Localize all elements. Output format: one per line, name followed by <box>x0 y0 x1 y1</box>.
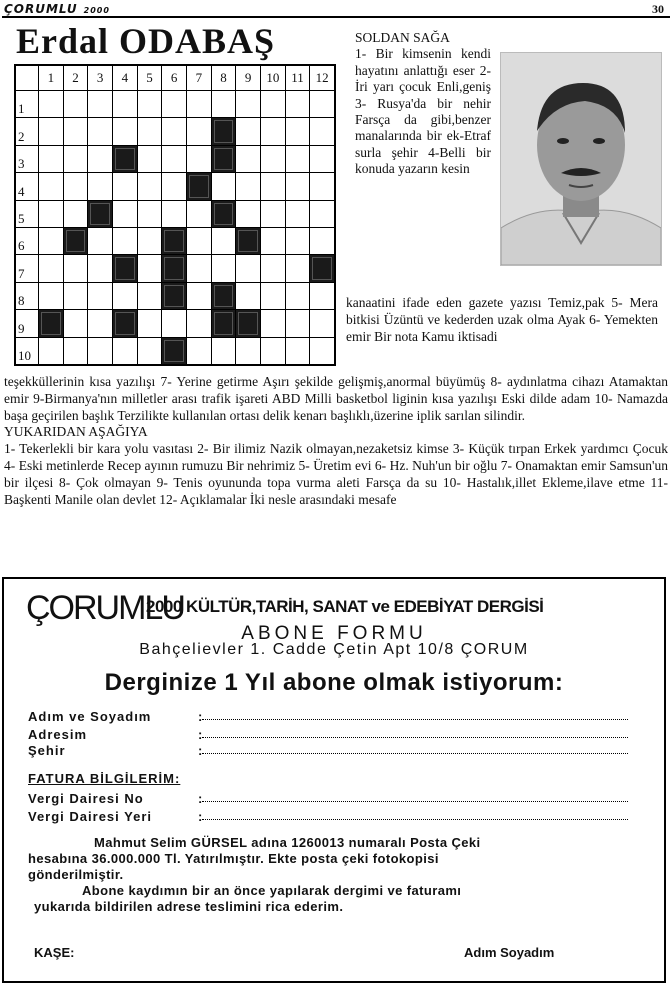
crossword-letter-cell[interactable] <box>212 255 236 281</box>
crossword-letter-cell[interactable] <box>39 118 63 144</box>
across-clues-column <box>355 30 491 178</box>
tax-office-no-field[interactable] <box>28 791 628 806</box>
form-brand: ÇORUMLU <box>26 589 184 627</box>
crossword-black-cell <box>162 283 186 309</box>
row-number: 10 <box>16 338 38 364</box>
crossword-letter-cell[interactable] <box>212 338 236 364</box>
clues-full-width <box>4 374 668 508</box>
crossword-letter-cell[interactable] <box>39 228 63 254</box>
crossword-black-cell <box>113 146 137 172</box>
crossword-letter-cell[interactable] <box>310 118 334 144</box>
form-title: ABONE FORMU <box>241 623 427 644</box>
crossword-letter-cell[interactable] <box>310 283 334 309</box>
crossword-letter-cell[interactable] <box>113 338 137 364</box>
crossword-letter-cell[interactable] <box>236 255 260 281</box>
crossword-letter-cell[interactable] <box>138 91 162 117</box>
crossword-letter-cell[interactable] <box>286 255 310 281</box>
crossword-letter-cell[interactable] <box>64 283 88 309</box>
request-line-1: Abone kaydımın bir an önce yapılarak dergimi ve faturamı <box>82 883 462 898</box>
crossword-letter-cell[interactable] <box>310 310 334 336</box>
crossword-letter-cell[interactable] <box>138 201 162 227</box>
crossword-letter-cell[interactable] <box>138 255 162 281</box>
crossword-letter-cell[interactable] <box>162 201 186 227</box>
crossword-grid <box>14 64 336 366</box>
crossword-letter-cell[interactable] <box>88 283 112 309</box>
address-field-colon: : <box>198 727 203 742</box>
payment-line-2: hesabına 36.000.000 Tl. Yatırılmıştır. Ekte posta çeki fotokopisi <box>28 851 439 866</box>
across-heading: SOLDAN SAĞA <box>355 30 450 45</box>
payment-line-1: Mahmut Selim GÜRSEL adına 1260013 numaralı Posta Çeki <box>94 835 481 850</box>
crossword-letter-cell[interactable] <box>113 201 137 227</box>
crossword-black-cell <box>212 201 236 227</box>
crossword-letter-cell[interactable] <box>236 283 260 309</box>
row-number: 1 <box>16 91 38 117</box>
crossword-letter-cell[interactable] <box>64 310 88 336</box>
crossword-letter-cell[interactable] <box>39 201 63 227</box>
row-number: 6 <box>16 228 38 254</box>
crossword-letter-cell[interactable] <box>162 173 186 199</box>
column-number: 3 <box>88 66 112 90</box>
crossword-letter-cell[interactable] <box>162 310 186 336</box>
tax-office-place-label: Vergi Dairesi Yeri <box>28 809 152 824</box>
form-headline: Derginize 1 Yıl abone olmak istiyorum: <box>104 669 564 696</box>
crossword-letter-cell[interactable] <box>88 338 112 364</box>
crossword-letter-cell[interactable] <box>138 338 162 364</box>
address-field[interactable] <box>28 727 628 742</box>
crossword-letter-cell[interactable] <box>162 91 186 117</box>
page-number: 30 <box>652 2 664 16</box>
row-number: 3 <box>16 146 38 172</box>
grid-corner <box>16 66 38 90</box>
crossword-letter-cell[interactable] <box>310 91 334 117</box>
column-number: 7 <box>187 66 211 90</box>
crossword-letter-cell[interactable] <box>236 338 260 364</box>
column-number: 11 <box>286 66 310 90</box>
column-number: 1 <box>39 66 63 90</box>
form-subtitle: 2000 KÜLTÜR,TARİH, SANAT ve EDEBİYAT DERGİSİ <box>146 597 544 616</box>
tax-office-no-line[interactable] <box>202 791 628 802</box>
crossword-letter-cell[interactable] <box>64 255 88 281</box>
crossword-letter-cell[interactable] <box>261 146 285 172</box>
tax-office-place-field[interactable] <box>28 809 628 824</box>
crossword-letter-cell[interactable] <box>236 201 260 227</box>
crossword-letter-cell[interactable] <box>138 310 162 336</box>
crossword-black-cell <box>212 310 236 336</box>
crossword-black-cell <box>236 228 260 254</box>
stamp-label: KAŞE: <box>34 945 75 960</box>
crossword-letter-cell[interactable] <box>113 173 137 199</box>
row-number: 4 <box>16 173 38 199</box>
crossword-letter-cell[interactable] <box>113 118 137 144</box>
crossword-letter-cell[interactable] <box>64 118 88 144</box>
crossword-black-cell <box>39 310 63 336</box>
city-field-line[interactable] <box>202 743 628 754</box>
column-number: 2 <box>64 66 88 90</box>
crossword-letter-cell[interactable] <box>187 310 211 336</box>
crossword-letter-cell[interactable] <box>64 338 88 364</box>
crossword-letter-cell[interactable] <box>261 173 285 199</box>
crossword-letter-cell[interactable] <box>261 118 285 144</box>
crossword-letter-cell[interactable] <box>64 91 88 117</box>
crossword-letter-cell[interactable] <box>39 146 63 172</box>
crossword-black-cell <box>64 228 88 254</box>
crossword-letter-cell[interactable] <box>261 338 285 364</box>
crossword-letter-cell[interactable] <box>113 228 137 254</box>
address-field-label: Adresim <box>28 727 88 742</box>
crossword-letter-cell[interactable] <box>138 146 162 172</box>
crossword-letter-cell[interactable] <box>212 91 236 117</box>
column-number: 5 <box>138 66 162 90</box>
crossword-black-cell <box>113 255 137 281</box>
crossword-letter-cell[interactable] <box>88 255 112 281</box>
across-clues-continued: kanaatini ifade eden gazete yazısı Temiz,pak 5- Mera bitkisi Üzüntü ve kederden uzak olma Ayak 6- Yemekten emir Bir nota Kamu iktisadi <box>346 295 658 344</box>
crossword-letter-cell[interactable] <box>64 146 88 172</box>
address-field-line[interactable] <box>202 727 628 738</box>
billing-heading: FATURA BİLGİLERİM: <box>28 771 181 786</box>
crossword-letter-cell[interactable] <box>212 228 236 254</box>
crossword-letter-cell[interactable] <box>187 91 211 117</box>
city-field[interactable] <box>28 743 628 758</box>
row-number: 8 <box>16 283 38 309</box>
crossword-letter-cell[interactable] <box>261 91 285 117</box>
crossword-letter-cell[interactable] <box>187 255 211 281</box>
across-clues-part3: teşekküllerinin kısa yazılışı 7- Yerine getirme Aşırı şekilde gelişmiş,anormal büyümüş 8- aydınlatma cihazı Atamaktan emir 9-Birmanya'nın milletler arası trafik işareti ABD Milli basketbol liginin kısa yazılışı Eski dilde adam 10- Namazda başa geçirilen başlık Terzilikte kullanılan ortası delik kenarı başlıklı,üzerine iplik sarılan silindir. <box>4 374 668 423</box>
crossword-letter-cell[interactable] <box>286 228 310 254</box>
crossword-letter-cell[interactable] <box>261 201 285 227</box>
crossword-letter-cell[interactable] <box>39 173 63 199</box>
crossword-letter-cell[interactable] <box>286 201 310 227</box>
crossword-letter-cell[interactable] <box>113 91 137 117</box>
crossword-letter-cell[interactable] <box>310 338 334 364</box>
crossword-letter-cell[interactable] <box>236 146 260 172</box>
crossword-letter-cell[interactable] <box>88 310 112 336</box>
crossword-letter-cell[interactable] <box>286 338 310 364</box>
crossword-letter-cell[interactable] <box>187 338 211 364</box>
crossword-letter-cell[interactable] <box>88 228 112 254</box>
crossword-black-cell <box>212 283 236 309</box>
masthead-name: ÇORUMLU <box>4 2 78 16</box>
crossword-letter-cell[interactable] <box>138 228 162 254</box>
crossword-letter-cell[interactable] <box>138 283 162 309</box>
crossword-black-cell <box>162 338 186 364</box>
down-heading: YUKARIDAN AŞAĞIYA <box>4 424 148 440</box>
crossword-black-cell <box>212 118 236 144</box>
subscription-form <box>2 577 666 983</box>
tax-office-no-label: Vergi Dairesi No <box>28 791 144 806</box>
crossword-black-cell <box>236 310 260 336</box>
crossword-black-cell <box>88 201 112 227</box>
across-clues-part1: 1- Bir kimsenin kendi hayatını anlattığı eser 2-İri yarı çocuk Enli,geniş 3- Rusya'da bir nehir Farsça da gibi,benzer manalarında bir ek-Etraf surla şehir 4-Belli bir konuda yazarın kesin <box>355 46 491 177</box>
crossword-letter-cell[interactable] <box>187 146 211 172</box>
crossword-letter-cell[interactable] <box>236 91 260 117</box>
tax-office-place-colon: : <box>198 809 203 824</box>
page-title: Erdal ODABAŞ <box>16 21 276 61</box>
column-number: 6 <box>162 66 186 90</box>
crossword-letter-cell[interactable] <box>261 310 285 336</box>
crossword-letter-cell[interactable] <box>261 255 285 281</box>
crossword-letter-cell[interactable] <box>286 310 310 336</box>
crossword-letter-cell[interactable] <box>286 173 310 199</box>
masthead <box>4 2 110 16</box>
crossword-letter-cell[interactable] <box>187 201 211 227</box>
row-number: 5 <box>16 201 38 227</box>
crossword-letter-cell[interactable] <box>39 255 63 281</box>
masthead-year: 2000 <box>83 6 110 15</box>
crossword-black-cell <box>187 173 211 199</box>
crossword-letter-cell[interactable] <box>286 283 310 309</box>
crossword-black-cell <box>162 228 186 254</box>
payment-line-3: gönderilmiştir. <box>28 867 124 882</box>
crossword-letter-cell[interactable] <box>88 91 112 117</box>
crossword-letter-cell[interactable] <box>162 146 186 172</box>
crossword-letter-cell[interactable] <box>261 283 285 309</box>
crossword-letter-cell[interactable] <box>138 173 162 199</box>
crossword-letter-cell[interactable] <box>187 228 211 254</box>
form-address: Bahçelievler 1. Cadde Çetin Apt 10/8 ÇORUM <box>139 641 529 658</box>
name-field-line[interactable] <box>202 709 628 720</box>
column-number: 10 <box>261 66 285 90</box>
crossword-letter-cell[interactable] <box>236 118 260 144</box>
payment-paragraph <box>28 835 638 915</box>
crossword-black-cell <box>212 146 236 172</box>
name-field[interactable] <box>28 709 628 724</box>
crossword-letter-cell[interactable] <box>310 228 334 254</box>
crossword-letter-cell[interactable] <box>212 173 236 199</box>
crossword-letter-cell[interactable] <box>310 146 334 172</box>
request-line-2: yukarıda bildirilen adrese teslimini rica ederim. <box>34 899 344 914</box>
row-number: 9 <box>16 310 38 336</box>
row-number: 2 <box>16 118 38 144</box>
crossword-black-cell <box>113 310 137 336</box>
crossword-letter-cell[interactable] <box>286 146 310 172</box>
city-field-colon: : <box>198 743 203 758</box>
crossword-letter-cell[interactable] <box>138 118 162 144</box>
column-number: 9 <box>236 66 260 90</box>
crossword-letter-cell[interactable] <box>310 201 334 227</box>
crossword-letter-cell[interactable] <box>113 283 137 309</box>
city-field-label: Şehir <box>28 743 66 758</box>
row-number: 7 <box>16 255 38 281</box>
crossword-letter-cell[interactable] <box>39 338 63 364</box>
crossword-letter-cell[interactable] <box>88 173 112 199</box>
crossword-letter-cell[interactable] <box>187 118 211 144</box>
signature-label: Adım Soyadım <box>464 945 555 960</box>
tax-office-no-colon: : <box>198 791 203 806</box>
column-number: 8 <box>212 66 236 90</box>
crossword-letter-cell[interactable] <box>39 91 63 117</box>
crossword-black-cell <box>162 255 186 281</box>
down-clues: 1- Tekerlekli bir kara yolu vasıtası 2- Bir ilimiz Nazik olmayan,nezaketsiz kimse 3- Küçük tırpan Erkek yardımcı Çocuk 4- Eski metinlerde Recep ayının rumuzu Bir nehrimiz 5- Üretim evi 6- Hz. Nuh'un bir oğlu 7- Onamaktan emir Samsun'un bir ilçesi 8- Çok olmayan 9- Tenis oyununda topa vurma aleti Farsça da su 10- Hastalık,illet Ekleme,ilave etme 11- Başkenti Manile olan devlet 12- Açıklamalar İki nesle arasındaki mesafe <box>4 441 668 507</box>
crossword-letter-cell[interactable] <box>64 201 88 227</box>
crossword-letter-cell[interactable] <box>187 283 211 309</box>
crossword-letter-cell[interactable] <box>286 118 310 144</box>
crossword-letter-cell[interactable] <box>236 173 260 199</box>
crossword-letter-cell[interactable] <box>64 173 88 199</box>
crossword-letter-cell[interactable] <box>39 283 63 309</box>
tax-office-place-line[interactable] <box>202 809 628 820</box>
portrait-illustration <box>501 53 661 265</box>
crossword-letter-cell[interactable] <box>310 173 334 199</box>
crossword-letter-cell[interactable] <box>286 91 310 117</box>
crossword-letter-cell[interactable] <box>88 118 112 144</box>
name-field-label: Adım ve Soyadım <box>28 709 152 724</box>
crossword-black-cell <box>310 255 334 281</box>
column-number: 12 <box>310 66 334 90</box>
column-number: 4 <box>113 66 137 90</box>
crossword-letter-cell[interactable] <box>162 118 186 144</box>
crossword-letter-cell[interactable] <box>88 146 112 172</box>
header-rule <box>2 16 670 18</box>
name-field-colon: : <box>198 709 203 724</box>
author-portrait-photo <box>500 52 662 266</box>
crossword-letter-cell[interactable] <box>261 228 285 254</box>
